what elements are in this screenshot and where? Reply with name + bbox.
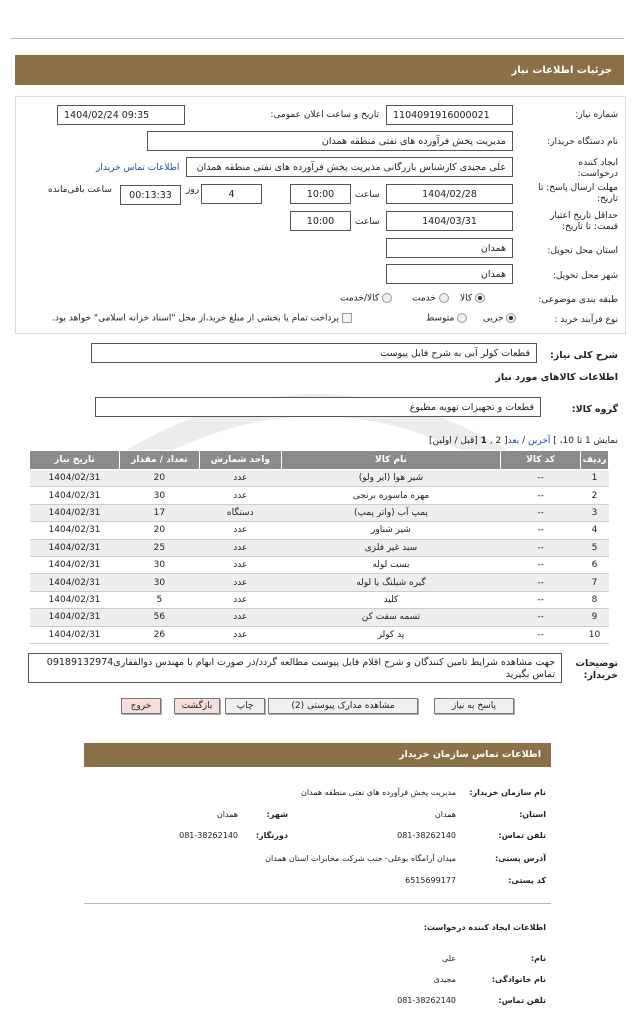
- city-label: شهر محل تحویل:: [552, 271, 618, 281]
- creator-family-label: نام خانوادگی:: [491, 975, 546, 984]
- table-row[interactable]: [30, 504, 609, 521]
- buyer-contact-link[interactable]: اطلاعات تماس خریدار: [96, 163, 180, 173]
- col-header-unit: واحد شمارش: [199, 451, 281, 470]
- creator-phone-label: تلفن تماس:: [498, 996, 546, 1005]
- contact-postal-label: کد پستی:: [508, 876, 546, 885]
- contact-section-title: اطلاعات تماس سازمان خریدار: [398, 749, 541, 760]
- validity-label: حداقل تاریخ اعتبار قیمت: تا تاریخ:: [550, 211, 618, 232]
- remaining-time-field[interactable]: 00:13:33: [120, 185, 181, 205]
- cell-unit: عدد: [199, 591, 281, 608]
- radio-icon[interactable]: [382, 293, 392, 303]
- cell-need-date: 1404/02/31: [30, 574, 120, 591]
- creator-name-label: نام:: [530, 954, 546, 963]
- pagination-current: 1: [480, 436, 487, 446]
- cell-unit: عدد: [199, 487, 281, 504]
- table-header-row: [30, 451, 609, 470]
- group-field[interactable]: قطعات و تجهیزات تهویه مطبوع: [95, 397, 541, 417]
- buyer-org-field[interactable]: مدیریت پخش فرآورده های نفتی منطقه همدان: [147, 131, 513, 151]
- cell-unit: عدد: [199, 626, 281, 643]
- cell-need-date: 1404/02/31: [30, 522, 120, 539]
- cell-quantity: 17: [119, 504, 199, 521]
- category-option-service[interactable]: خدمت: [412, 293, 449, 304]
- contact-phone-value: 081-38262140: [397, 831, 456, 840]
- cell-item-name: بست لوله: [281, 556, 501, 573]
- col-header-row-number: ردیف: [581, 451, 609, 470]
- buyer-notes-field[interactable]: جهت مشاهده شرایط تامین کنندگان و شرح اقلام فایل پیوست مطالعه گردد/در صورت ابهام با مهندس ذوالفقاری09189132974 تماس بگیرید: [28, 653, 562, 683]
- cell-item-name: شیر شناور: [281, 522, 501, 539]
- col-header-need-date: تاریخ نیاز: [30, 451, 120, 470]
- description-field[interactable]: قطعات کولر آبی به شرح فایل پیوست: [91, 343, 537, 363]
- creator-field[interactable]: علی مجیدی کارشناس بازرگانی مدیریت پخش فرآورده های نفتی منطقه همدان: [186, 157, 513, 177]
- cell-row-number: 6: [581, 556, 609, 573]
- need-number-field[interactable]: 1104091916000021: [386, 105, 513, 125]
- radio-icon[interactable]: [439, 293, 449, 303]
- cell-item-code: --: [501, 487, 581, 504]
- cell-row-number: 9: [581, 609, 609, 626]
- table-row[interactable]: [30, 574, 609, 591]
- reply-button[interactable]: پاسخ به نیاز: [434, 698, 514, 714]
- checkbox-icon[interactable]: [342, 313, 352, 323]
- radio-selected-icon[interactable]: [506, 313, 516, 323]
- cell-unit: عدد: [199, 539, 281, 556]
- cell-need-date: 1404/02/31: [30, 539, 120, 556]
- pagination-pages[interactable]: [ 2 ,: [489, 436, 508, 446]
- cell-quantity: 5: [119, 591, 199, 608]
- cell-quantity: 20: [119, 470, 199, 487]
- contact-address-value: میدان آرامگاه بوعلی- جنب شرکت مخابرات استان همدان: [265, 854, 456, 863]
- contact-divider: [84, 903, 551, 904]
- table-row[interactable]: [30, 539, 609, 556]
- cell-unit: عدد: [199, 609, 281, 626]
- pagination-last-link[interactable]: آخرین: [528, 436, 551, 446]
- cell-need-date: 1404/02/31: [30, 609, 120, 626]
- cell-need-date: 1404/02/31: [30, 556, 120, 573]
- page-title: جزئیات اطلاعات نیاز: [511, 65, 612, 76]
- cell-quantity: 20: [119, 522, 199, 539]
- col-header-item-name: نام کالا: [281, 451, 501, 470]
- payment-note[interactable]: پرداخت تمام یا بخشی از مبلغ خرید،از محل "اسناد خزانه اسلامی" خواهد بود.: [52, 313, 352, 324]
- radio-icon[interactable]: [457, 313, 467, 323]
- contact-fax-label: دورنگار:: [255, 831, 288, 840]
- deadline-time-label: ساعت: [355, 190, 380, 200]
- cell-row-number: 1: [581, 470, 609, 487]
- creator-phone-value: 081-38262140: [397, 996, 456, 1005]
- cell-quantity: 30: [119, 556, 199, 573]
- cell-row-number: 2: [581, 487, 609, 504]
- table-row[interactable]: [30, 522, 609, 539]
- remaining-label: ساعت باقی‌مانده: [48, 185, 112, 195]
- cell-item-code: --: [501, 609, 581, 626]
- back-button[interactable]: بازگشت: [174, 698, 220, 714]
- cell-unit: دستگاه: [199, 504, 281, 521]
- cell-item-code: --: [501, 591, 581, 608]
- view-documents-button[interactable]: مشاهده مدارک پیوستی (2): [268, 698, 418, 714]
- items-table: [29, 450, 609, 644]
- table-row[interactable]: [30, 470, 609, 487]
- items-table-body: [30, 470, 609, 644]
- creator-name-value: علی: [441, 954, 456, 963]
- days-remaining-field[interactable]: 4: [201, 184, 262, 204]
- creator-label: ایجاد کننده درخواست:: [577, 158, 618, 179]
- process-option-minor[interactable]: جزیی: [483, 313, 516, 324]
- cell-item-name: کلید: [281, 591, 501, 608]
- items-table-wrapper: [29, 450, 609, 644]
- cell-need-date: 1404/02/31: [30, 626, 120, 643]
- contact-fax-value: 081-38262140: [179, 831, 238, 840]
- cell-need-date: 1404/02/31: [30, 470, 120, 487]
- deadline-label: مهلت ارسال پاسخ: تا تاریخ:: [538, 183, 618, 204]
- pagination-prev-first[interactable]: [قبل / اولین]: [429, 436, 478, 446]
- contact-org-label: نام سازمان خریدار:: [469, 788, 546, 797]
- need-number-label: شماره نیاز:: [575, 110, 618, 120]
- deadline-date-field[interactable]: 1404/02/28: [386, 184, 513, 204]
- cell-item-code: --: [501, 522, 581, 539]
- cell-quantity: 30: [119, 487, 199, 504]
- cell-quantity: 30: [119, 574, 199, 591]
- cell-row-number: 5: [581, 539, 609, 556]
- cell-item-name: تسمه سفت کن: [281, 609, 501, 626]
- contact-city-value: همدان: [216, 810, 238, 819]
- cell-unit: عدد: [199, 470, 281, 487]
- cell-item-code: --: [501, 556, 581, 573]
- items-section-title: اطلاعات کالاهای مورد نیاز: [495, 372, 618, 383]
- cell-quantity: 26: [119, 626, 199, 643]
- cell-row-number: 3: [581, 504, 609, 521]
- category-option-both[interactable]: کالا/خدمت: [340, 293, 392, 304]
- cell-need-date: 1404/02/31: [30, 504, 120, 521]
- cell-unit: عدد: [199, 522, 281, 539]
- cell-item-name: سبد غیر فلزی: [281, 539, 501, 556]
- category-option-goods[interactable]: کالا: [460, 293, 485, 304]
- validity-time-field[interactable]: 10:00: [290, 211, 351, 231]
- cell-row-number: 7: [581, 574, 609, 591]
- cell-item-code: --: [501, 504, 581, 521]
- group-label: گروه کالا:: [571, 404, 618, 415]
- cell-quantity: 56: [119, 609, 199, 626]
- table-row[interactable]: [30, 487, 609, 504]
- creator-info-title: اطلاعات ایجاد کننده درخواست:: [423, 923, 546, 932]
- cell-need-date: 1404/02/31: [30, 487, 120, 504]
- cell-item-name: پمپ آب (واتر پمپ): [281, 504, 501, 521]
- cell-row-number: 10: [581, 626, 609, 643]
- contact-postal-value: 6515699177: [405, 876, 456, 885]
- table-row[interactable]: [30, 591, 609, 608]
- page-header: [15, 55, 624, 85]
- cell-need-date: 1404/02/31: [30, 591, 120, 608]
- description-label: شرح کلی نیاز:: [549, 350, 618, 361]
- pagination-next-link[interactable]: بعد: [507, 436, 520, 446]
- table-row[interactable]: [30, 556, 609, 573]
- city-field[interactable]: همدان: [386, 264, 513, 284]
- cell-item-code: --: [501, 574, 581, 591]
- cell-unit: عدد: [199, 574, 281, 591]
- cell-item-name: گیره شیلنگ یا لوله: [281, 574, 501, 591]
- radio-selected-icon[interactable]: [475, 293, 485, 303]
- deadline-time-field[interactable]: 10:00: [290, 184, 351, 204]
- contact-phone-label: تلفن تماس:: [498, 831, 546, 840]
- contact-section-header: [84, 743, 551, 767]
- contact-city-label: شهر:: [266, 810, 288, 819]
- contact-address-label: آدرس پستی:: [495, 854, 546, 863]
- cell-item-code: --: [501, 539, 581, 556]
- buyer-notes-label: توضیحات خریدار:: [575, 658, 618, 681]
- cell-item-code: --: [501, 626, 581, 643]
- process-label: نوع فرآیند خرید :: [554, 315, 618, 325]
- cell-unit: عدد: [199, 556, 281, 573]
- cell-item-name: پد کولر: [281, 626, 501, 643]
- cell-row-number: 4: [581, 522, 609, 539]
- cell-item-name: مهره ماسوره برنجی: [281, 487, 501, 504]
- days-label: روز: [186, 185, 200, 195]
- process-option-medium[interactable]: متوسط: [426, 313, 467, 324]
- announce-date-field[interactable]: 1404/02/24 09:35: [57, 105, 185, 125]
- province-field[interactable]: همدان: [386, 238, 513, 258]
- contact-province-value: همدان: [434, 810, 456, 819]
- table-row[interactable]: [30, 609, 609, 626]
- col-header-quantity: تعداد / مقدار: [119, 451, 199, 470]
- cell-item-name: شیر هوا (ایر ولو): [281, 470, 501, 487]
- cell-quantity: 25: [119, 539, 199, 556]
- table-row[interactable]: [30, 626, 609, 643]
- pagination: نمایش 1 تا 10، ] آخرین / بعد[ 2 , 1 [قبل / اولین]: [429, 436, 618, 446]
- validity-time-label: ساعت: [355, 217, 380, 227]
- col-header-item-code: کد کالا: [501, 451, 581, 470]
- contact-province-label: استان:: [519, 810, 546, 819]
- announce-label: تاریخ و ساعت اعلان عمومی:: [270, 110, 379, 120]
- cell-row-number: 8: [581, 591, 609, 608]
- cell-item-code: --: [501, 470, 581, 487]
- category-label: طبقه بندی موضوعی:: [538, 295, 618, 305]
- validity-date-field[interactable]: 1404/03/31: [386, 211, 513, 231]
- print-button[interactable]: چاپ: [225, 698, 265, 714]
- province-label: استان محل تحویل:: [547, 246, 618, 256]
- buyer-org-label: نام دستگاه خریدار:: [547, 137, 618, 147]
- exit-button[interactable]: خروج: [121, 698, 161, 714]
- creator-family-value: مجیدی: [433, 975, 456, 984]
- top-divider: [10, 38, 624, 39]
- contact-org-value: مدیریت پخش فرآورده های نفتی منطقه همدان: [300, 788, 456, 797]
